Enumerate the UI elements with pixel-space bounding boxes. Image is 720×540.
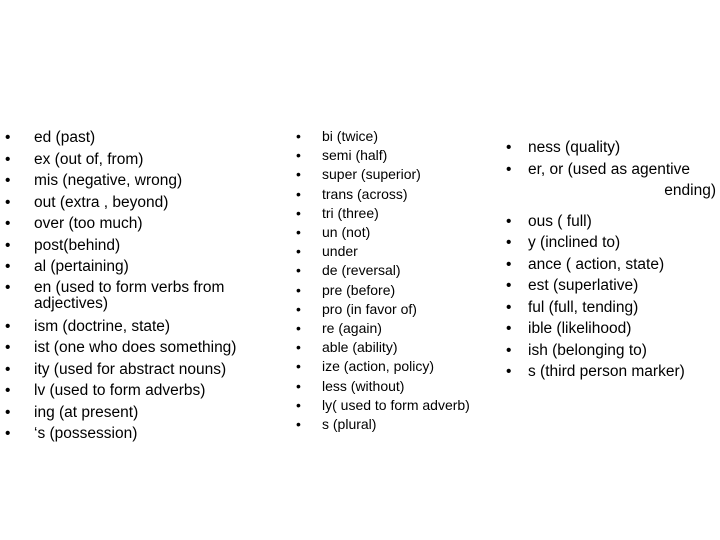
- list-item: • ous ( full): [500, 211, 718, 233]
- prefix-list-column-1: [0, 127, 275, 445]
- list-item: [500, 159, 718, 202]
- list-item: • ‘s (possession): [0, 423, 275, 445]
- list-item: • ing (at present): [0, 402, 275, 424]
- list-item: • post(behind): [0, 235, 275, 257]
- list-item: • pre (before): [290, 281, 505, 300]
- list-item: • mis (negative, wrong): [0, 170, 275, 192]
- list-item: • bi (twice): [290, 127, 505, 146]
- list-item: • un (not): [290, 223, 505, 242]
- list-item: • s (plural): [290, 415, 505, 434]
- list-item: • able (ability): [290, 338, 505, 357]
- list-item: • de (reversal): [290, 261, 505, 280]
- list-item: • al (pertaining): [0, 256, 275, 278]
- list-item: • ed (past): [0, 127, 275, 149]
- list-item: • pro (in favor of): [290, 300, 505, 319]
- list-item: • s (third person marker): [500, 361, 718, 383]
- list-item: • ize (action, policy): [290, 357, 505, 376]
- list-item: • ist (one who does something): [0, 337, 275, 359]
- list-item: • ity (used for abstract nouns): [0, 359, 275, 381]
- prefix-list-column-2: [290, 127, 505, 434]
- list-item: • under: [290, 242, 505, 261]
- list-item: • out (extra , beyond): [0, 192, 275, 214]
- list-item: • super (superior): [290, 165, 505, 184]
- list-item: • ism (doctrine, state): [0, 316, 275, 338]
- list-item: • tri (three): [290, 204, 505, 223]
- list-item: • y (inclined to): [500, 232, 718, 254]
- list-item: • en (used to form verbs from adjectives): [0, 278, 275, 316]
- list-item-line-continued: ending): [664, 182, 716, 199]
- list-item: • lv (used to form adverbs): [0, 380, 275, 402]
- list-item: • re (again): [290, 319, 505, 338]
- list-item: • ish (belonging to): [500, 340, 718, 362]
- list-item: • ance ( action, state): [500, 254, 718, 276]
- list-item: • ible (likelihood): [500, 318, 718, 340]
- list-item: • less (without): [290, 377, 505, 396]
- suffix-list-column-3: [500, 137, 718, 383]
- list-item: • ness (quality): [500, 137, 718, 159]
- list-item: • semi (half): [290, 146, 505, 165]
- list-item: • est (superlative): [500, 275, 718, 297]
- list-item: • ful (full, tending): [500, 297, 718, 319]
- list-item-line: er, or (used as agentive: [528, 160, 690, 178]
- list-item: • trans (across): [290, 185, 505, 204]
- list-item: • ly( used to form adverb): [290, 396, 505, 415]
- list-item: • ex (out of, from): [0, 149, 275, 171]
- list-item: • over (too much): [0, 213, 275, 235]
